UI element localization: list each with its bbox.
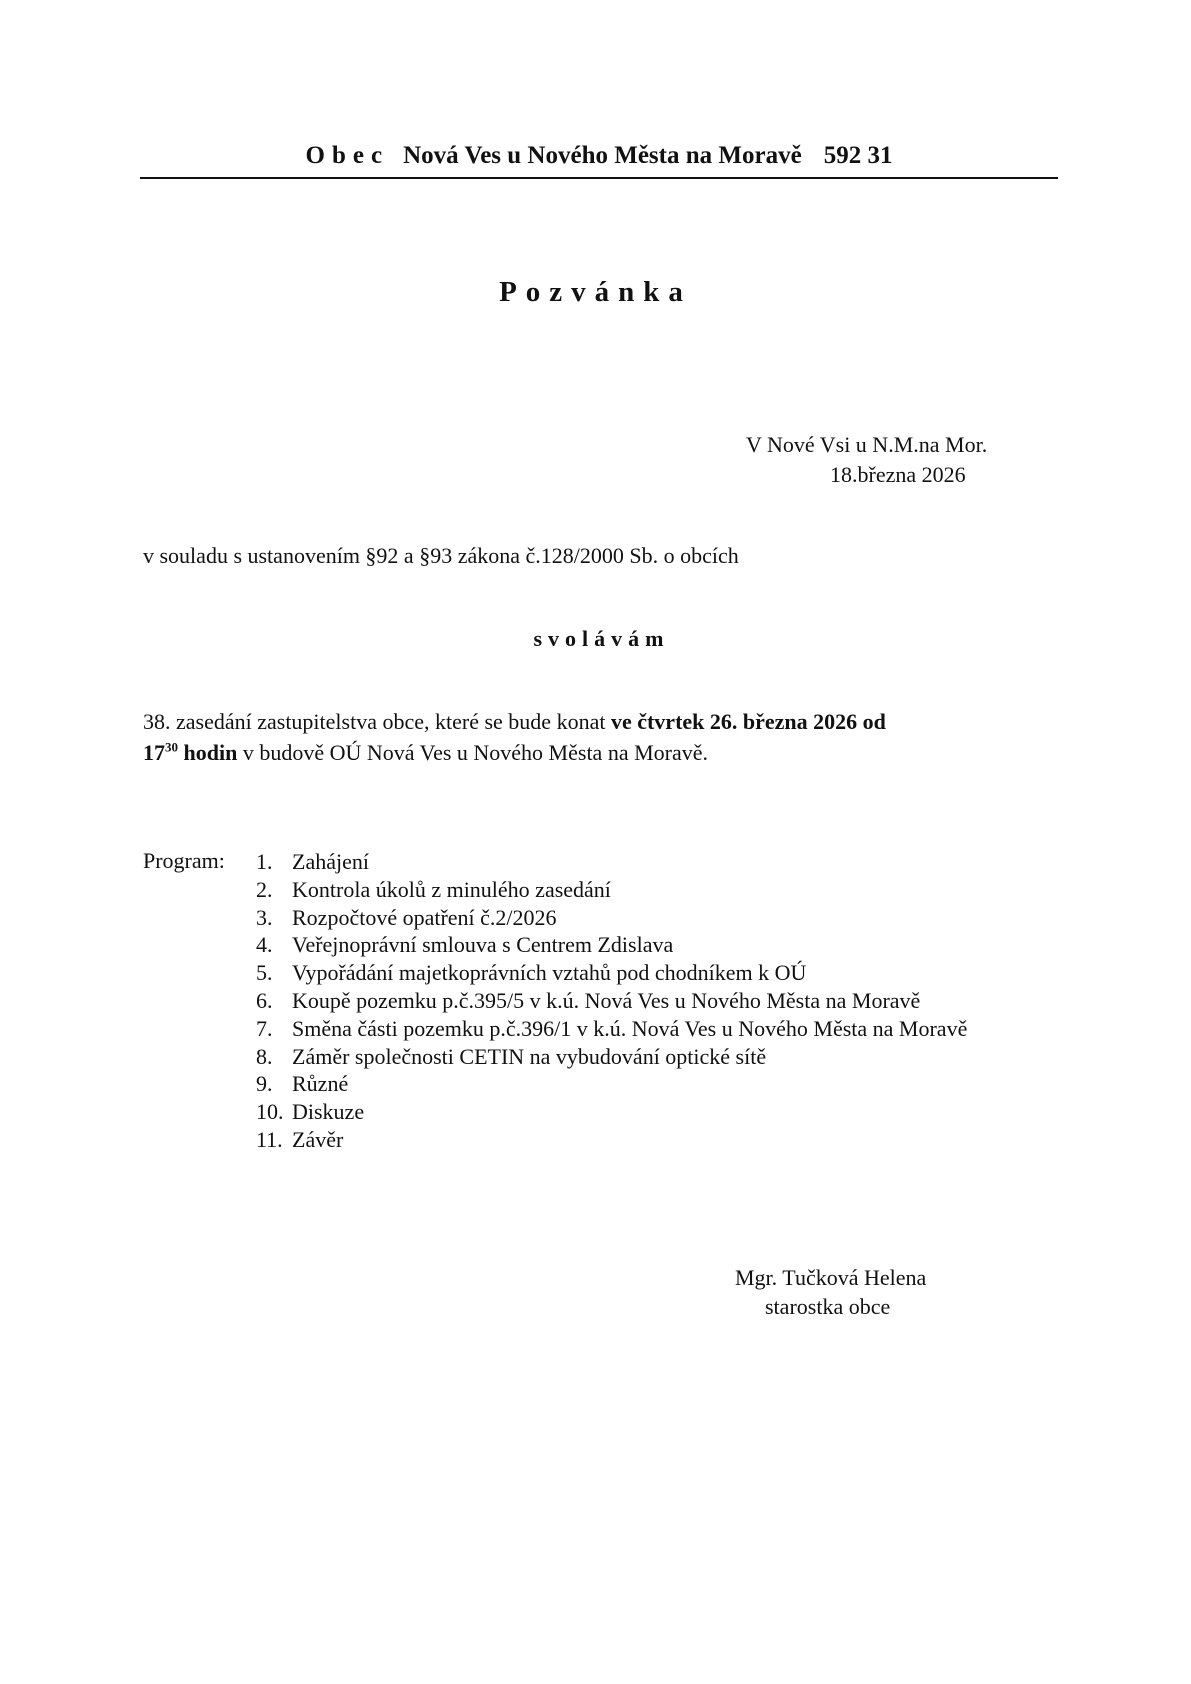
legal-basis: v souladu s ustanovením §92 a §93 zákona č.128/2000 Sb. o obcích <box>143 543 739 568</box>
program-item-text: Závěr <box>292 1126 344 1152</box>
letterhead-municipality: Nová Ves u Nového Města na Moravě <box>403 142 802 169</box>
letterhead-obec: Obec <box>305 142 390 169</box>
program-item-number: 1. <box>256 849 273 874</box>
program-item-text: Kontrola úkolů z minulého zasedání <box>292 876 611 902</box>
meeting-time <box>143 740 237 765</box>
meeting-time-minutes: 30 <box>165 739 178 755</box>
program-list <box>256 848 967 1154</box>
program-item-number: 2. <box>256 876 273 902</box>
convene-heading: svolávám <box>533 626 670 651</box>
signatory-name: Mgr. Tučková Helena <box>735 1265 927 1290</box>
program-item <box>256 1015 967 1043</box>
date: 18.března 2026 <box>830 462 966 487</box>
meeting-date: ve čtvrtek 26. března 2026 od <box>610 709 886 734</box>
program-item-text: Diskuze <box>292 1099 365 1125</box>
place-and-date <box>746 430 987 490</box>
program-label: Program: <box>143 848 225 873</box>
document-title: Pozvánka <box>499 276 692 308</box>
program-item <box>256 987 967 1015</box>
meeting-time-hour: 17 <box>143 740 165 765</box>
program-item <box>256 848 967 876</box>
program-item <box>256 1098 967 1126</box>
meeting-text-start: 38. zasedání zastupitelstva obce, které se bude konat <box>143 709 611 734</box>
program-item-text: Koupě pozemku p.č.395/5 v k.ú. Nová Ves u Nového Města na Moravě <box>292 987 921 1013</box>
program-item-number: 9. <box>256 1071 273 1097</box>
program-item-text: Veřejnoprávní smlouva s Centrem Zdislava <box>292 932 674 958</box>
program-item-number: 4. <box>256 932 273 958</box>
signature-block <box>735 1263 926 1321</box>
program-item-number: 6. <box>256 987 273 1013</box>
program-item <box>256 904 967 932</box>
signatory-role: starostka obce <box>765 1294 891 1319</box>
program-item-number: 7. <box>256 1015 273 1041</box>
program-item <box>256 1070 967 1098</box>
program-item-text: Vypořádání majetkoprávních vztahů pod chodníkem k OÚ <box>292 960 807 986</box>
program-item-number: 8. <box>256 1043 273 1069</box>
program-item <box>256 959 967 987</box>
letterhead-zip: 592 31 <box>823 142 893 169</box>
program-item <box>256 931 967 959</box>
program-item <box>256 1043 967 1071</box>
program-item-text: Záměr společnosti CETIN na vybudování optické sítě <box>292 1043 767 1069</box>
program-item-text: Zahájení <box>292 849 369 874</box>
letterhead-divider <box>140 177 1058 179</box>
program-item-number: 5. <box>256 960 273 986</box>
meeting-time-hodin: hodin <box>178 740 238 765</box>
program-item-number: 11. <box>256 1126 283 1152</box>
program-item-text: Různé <box>292 1071 349 1097</box>
program-item <box>256 1126 967 1154</box>
place: V Nové Vsi u N.M.na Mor. <box>746 432 988 457</box>
program-item <box>256 876 967 904</box>
meeting-location: v budově OÚ Nová Ves u Nového Města na Moravě. <box>237 740 708 765</box>
meeting-announcement <box>143 706 1043 768</box>
program-item-text: Směna části pozemku p.č.396/1 v k.ú. Nová Ves u Nového Města na Moravě <box>292 1015 968 1041</box>
program-item-text: Rozpočtové opatření č.2/2026 <box>292 904 557 930</box>
program-item-number: 3. <box>256 904 273 930</box>
letterhead <box>140 142 1058 170</box>
program-item-number: 10. <box>256 1099 284 1125</box>
